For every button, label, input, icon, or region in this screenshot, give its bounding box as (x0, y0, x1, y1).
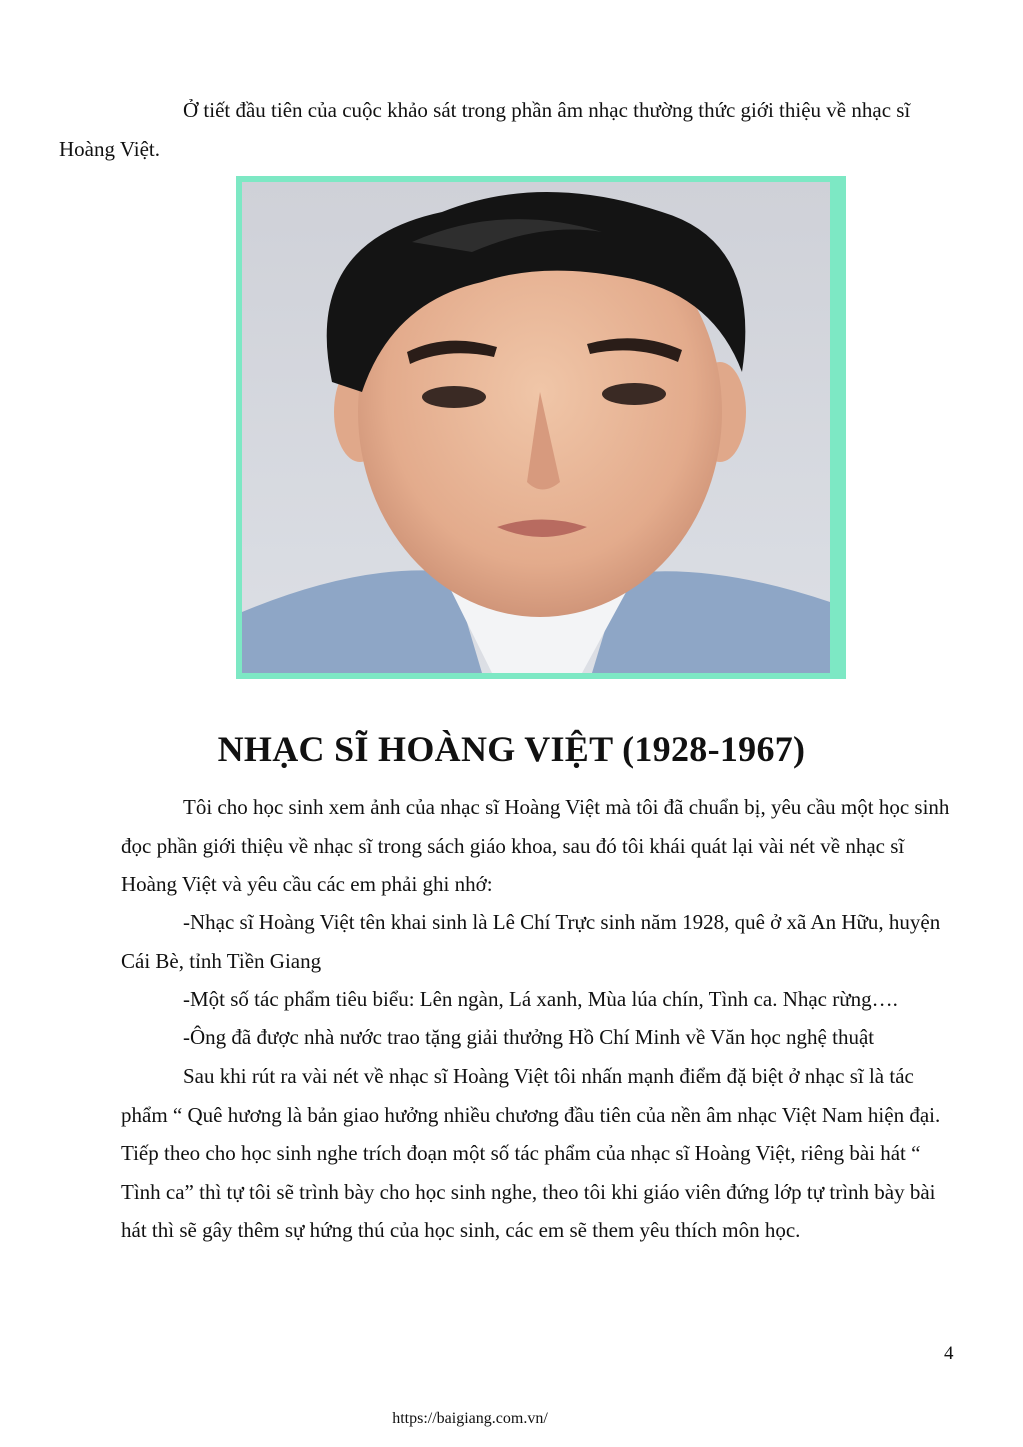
intro-paragraph (59, 91, 961, 168)
body-paragraph-1: Tôi cho học sinh xem ảnh của nhạc sĩ Hoàng Việt mà tôi đã chuẩn bị, yêu cầu một học sinh đọc phần giới thiệu về nhạc sĩ trong sách giáo khoa, sau đó tôi khái quát lại vài nét về nhạc sĩ Hoàng Việt và yêu cầu các em phải ghi nhớ: (121, 795, 950, 896)
page-number: 4 (944, 1343, 954, 1364)
portrait-frame (236, 176, 846, 679)
body-paragraph-3: -Một số tác phẩm tiêu biểu: Lên ngàn, Lá xanh, Mùa lúa chín, Tình ca. Nhạc rừng…. (183, 987, 898, 1011)
portrait-photo (242, 182, 830, 673)
body-paragraph-2: -Nhạc sĩ Hoàng Việt tên khai sinh là Lê Chí Trực sinh năm 1928, quê ở xã An Hữu, huyện Cái Bè, tỉnh Tiền Giang (121, 910, 941, 973)
body-paragraph-4: -Ông đã được nhà nước trao tặng giải thưởng Hồ Chí Minh về Văn học nghệ thuật (183, 1025, 875, 1049)
page-heading: NHẠC SĨ HOÀNG VIỆT (1928-1967) (217, 729, 806, 769)
footer-url: https://baigiang.com.vn/ (392, 1410, 548, 1427)
intro-line-2: Hoàng Việt. (59, 136, 161, 161)
body-paragraph-5: Sau khi rút ra vài nét về nhạc sĩ Hoàng Việt tôi nhấn mạnh điểm đặ biệt ở nhạc sĩ là tác phẩm “ Quê hương là bản giao hưởng nhiều chương đầu tiên của nền âm nhạc Việt Nam hiện đại. Tiếp theo cho học sinh nghe trích đoạn một số tác phẩm của nhạc sĩ Hoàng Việt, riêng bài hát “ Tình ca” thì tự tôi sẽ trình bày cho học sinh nghe, theo tôi khi giáo viên đứng lớp tự trình bày bài hát thì sẽ gây thêm sự hứng thú của học sinh, các em sẽ them yêu thích môn học. (121, 1064, 941, 1242)
portrait-illustration (242, 182, 830, 673)
intro-line-1: Ở tiết đầu tiên của cuộc khảo sát trong phần âm nhạc thường thức giới thiệu về nhạc sĩ (183, 98, 911, 122)
